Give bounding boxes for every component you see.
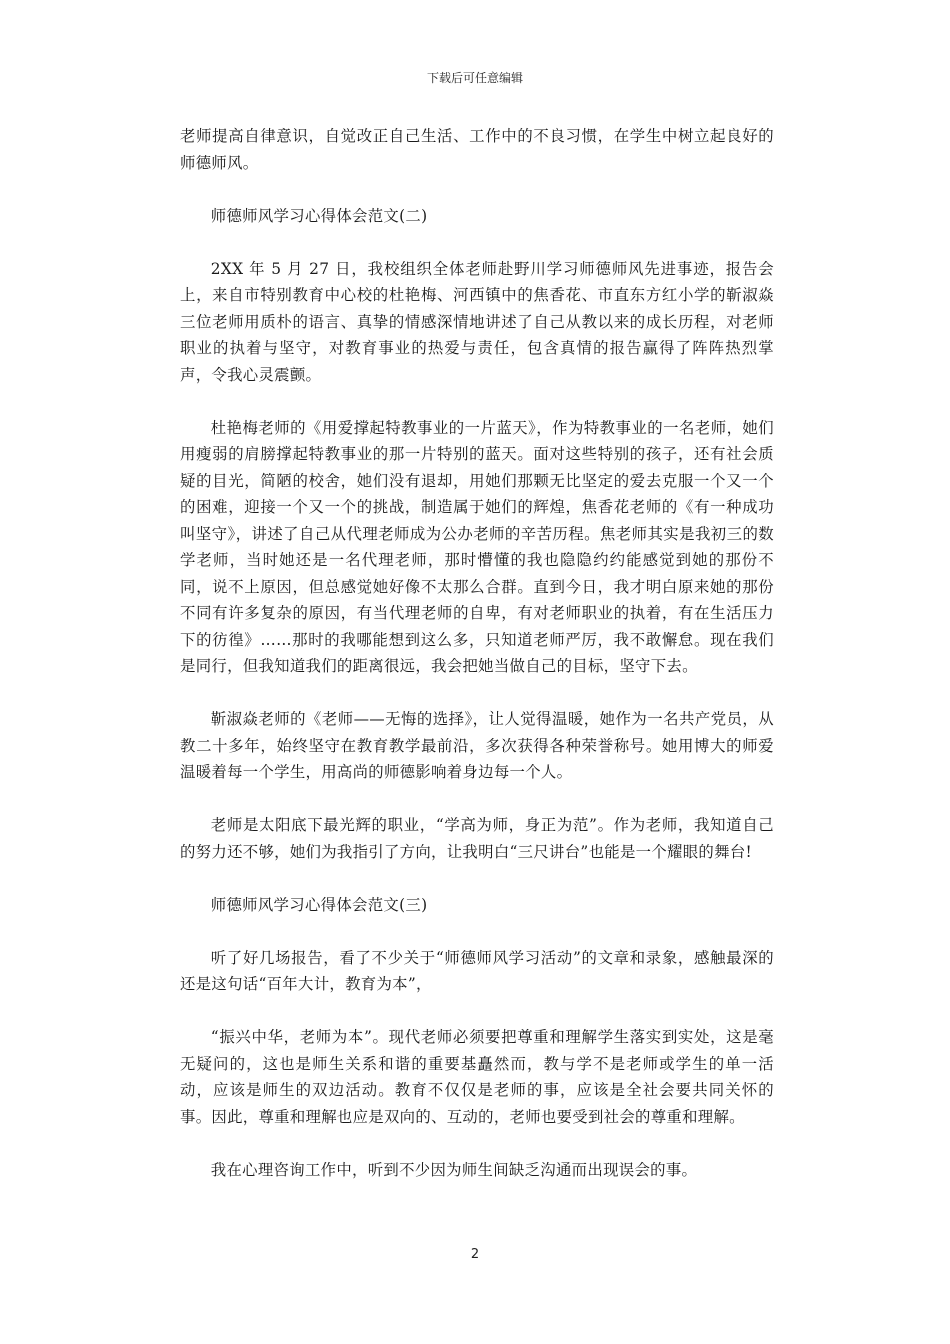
- body-paragraph: 靳淑焱老师的《老师——无悔的选择》，让人觉得温暖，她作为一名共产党员，从教二十多年，始终坚守在教育教学最前沿，多次获得各种荣誉称号。她用博大的师爱温暖着每一个学生，用高尚的师德影响着身边每一个人。: [180, 710, 774, 781]
- body-paragraph: 我在心理咨询工作中，听到不少因为师生间缺乏沟通而出现误会的事。: [210, 1160, 698, 1179]
- body-paragraph: 听了好几场报告，看了不少关于“师德师风学习活动”的文章和录象，感触最深的还是这句话“百年大计，教育为本”，: [180, 948, 774, 993]
- body-paragraph-continuation: 老师提高自律意识，自觉改正自己生活、工作中的不良习惯，在学生中树立起良好的师德师风。: [180, 127, 774, 172]
- document-body: [180, 123, 774, 1210]
- body-paragraph: 老师是太阳底下最光辉的职业，“学高为师，身正为范”。作为老师，我知道自己的努力还不够，她们为我指引了方向，让我明白“三尺讲台”也能是一个耀眼的舞台!: [180, 816, 774, 861]
- page-number: 2: [470, 1247, 480, 1262]
- header-note: 下载后可任意编辑: [426, 71, 523, 85]
- body-paragraph: 杜艳梅老师的《用爱撑起特教事业的一片蓝天》，作为特教事业的一名老师，她们用瘦弱的肩膀撑起特教事业的那一片特别的蓝天。面对这些特别的孩子，还有社会质疑的目光，简陋的校舍，她们没有退却，用她们那颗无比坚定的爱去克服一个又一个的困难，迎接一个又一个的挑战，制造属于她们的辉煌，焦香花老师的《有一种成功叫坚守》，讲述了自己从代理老师成为公办老师的辛苦历程。焦老师其实是我初三的数学老师，当时她还是一名代理老师，那时懵懂的我也隐隐约约能感觉到她的那份不同，说不上原因，但总感觉她好像不太那么合群。直到今日，我才明白原来她的那份不同有许多复杂的原因，有当代理老师的自卑，有对老师职业的执着，有在生活压力下的彷徨》……那时的我哪能想到这么多，只知道老师严厉，我不敢懈怠。现在我们是同行，但我知道我们的距离很远，我会把她当做自己的目标，坚守下去。: [180, 418, 774, 675]
- body-paragraph: 2XX 年 5 月 27 日，我校组织全体老师赴野川学习师德师风先进事迹，报告会上，来自市特别教育中心校的杜艳梅、河西镇中的焦香花、市直东方红小学的靳淑焱三位老师用质朴的语言、真挚的情感深情地讲述了自己从教以来的成长历程，对老师职业的执着与坚守，对教育事业的热爱与责任，包含真情的报告赢得了阵阵热烈掌声，令我心灵震颤。: [180, 259, 774, 384]
- section-heading-2: 师德师风学习心得体会范文(二): [210, 206, 428, 225]
- section-heading-3: 师德师风学习心得体会范文(三): [210, 895, 428, 914]
- body-paragraph: “振兴中华，老师为本”。现代老师必须要把尊重和理解学生落实到实处，这是毫无疑问的，这也是师生关系和谐的重要基矗然而，教与学不是老师或学生的单一活动，应该是师生的双边活动。教育不仅仅是老师的事，应该是全社会要共同关怀的事。因此，尊重和理解也应是双向的、互动的，老师也要受到社会的尊重和理解。: [180, 1028, 774, 1126]
